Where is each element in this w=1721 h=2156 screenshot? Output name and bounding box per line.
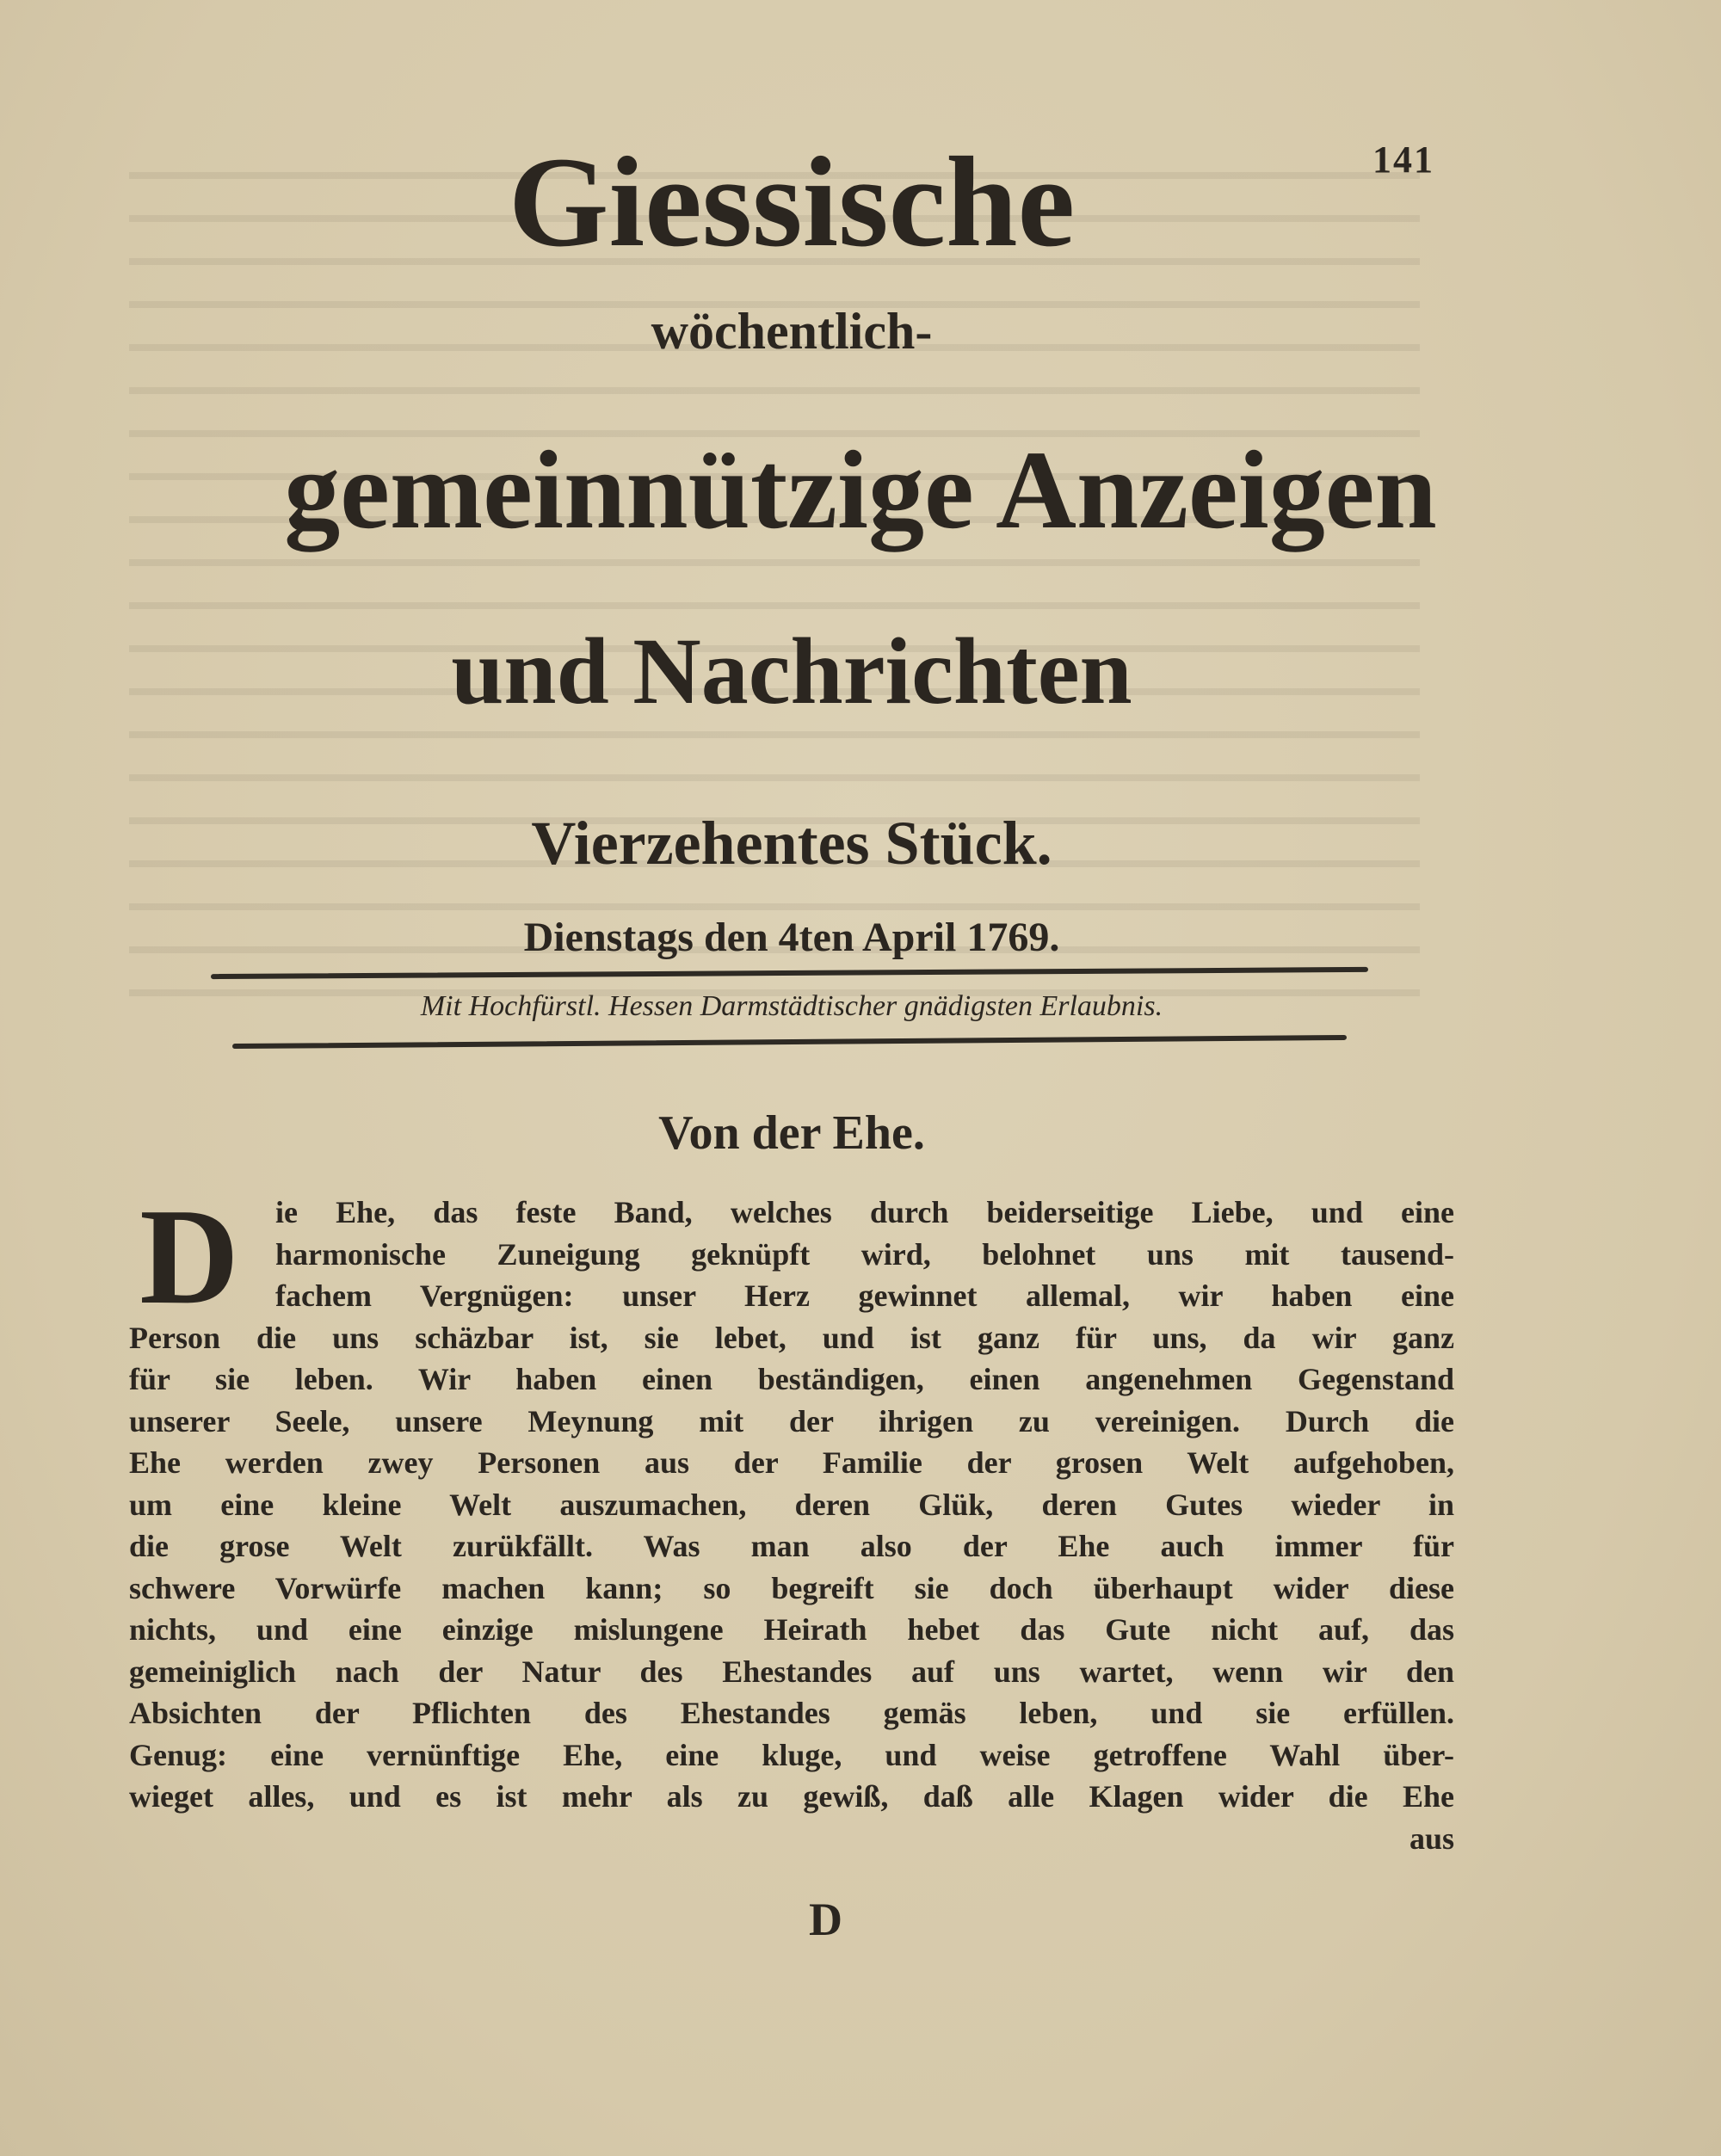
body-line: fachem Vergnügen: unser Herz gewinnet allemal, wir haben eine <box>275 1278 1454 1313</box>
body-line: unserer Seele, unsere Meynung mit der ihrigen zu vereinigen. Durch die <box>129 1403 1454 1438</box>
issue-number: Vierzehentes Stück. <box>531 809 1052 878</box>
body-line: ie Ehe, das feste Band, welches durch beiderseitige Liebe, und eine <box>275 1195 1454 1229</box>
body-line: harmonische Zuneigung geknüpft wird, belohnet uns mit tausend- <box>275 1236 1454 1272</box>
body-line: schwere Vorwürfe machen kann; so begreift sie doch überhaupt wider diese <box>129 1570 1454 1605</box>
article-body <box>129 1192 1454 1859</box>
permission-notice: Mit Hochfürstl. Hessen Darmstädtischer gnädigsten Erlaubnis. <box>420 990 1163 1022</box>
body-line: um eine kleine Welt auszumachen, deren Glük, deren Gutes wieder in <box>129 1487 1454 1522</box>
masthead-subtitle-1: wöchentlich- <box>651 303 933 360</box>
masthead-title: Giessische <box>508 131 1076 274</box>
page-number: 141 <box>1372 139 1434 181</box>
body-line: für sie leben. Wir haben einen beständigen, einen angenehmen Gegenstand <box>129 1362 1454 1396</box>
issue-date: Dienstags den 4ten April 1769. <box>523 915 1060 960</box>
body-line: nichts, und eine einzige mislungene Heirath hebet das Gute nicht auf, das <box>129 1612 1454 1647</box>
article-heading: Von der Ehe. <box>658 1106 925 1160</box>
body-line: wieget alles, und es ist mehr als zu gewiß, daß alle Klagen wider die Ehe <box>129 1779 1454 1814</box>
body-line: die grose Welt zurükfällt. Was man also der Ehe auch immer für <box>129 1529 1454 1563</box>
body-line: Absichten der Pflichten des Ehestandes gemäs leben, und sie erfüllen. <box>129 1696 1454 1730</box>
signature-mark: D <box>809 1894 842 1945</box>
body-line: gemeiniglich nach der Natur des Ehestandes auf uns wartet, wenn wir den <box>129 1654 1454 1689</box>
drop-cap: D <box>139 1180 239 1333</box>
body-line: Genug: eine vernünftige Ehe, eine kluge, und weise getroffene Wahl über- <box>129 1737 1454 1772</box>
body-line: Person die uns schäzbar ist, sie lebet, und ist ganz für uns, da wir ganz <box>129 1320 1454 1355</box>
masthead-subtitle-3: und Nachrichten <box>451 619 1132 724</box>
catchword: aus <box>1409 1820 1454 1856</box>
masthead-subtitle-2: gemeinnützige Anzeigen <box>284 428 1437 552</box>
body-line: Ehe werden zwey Personen aus der Familie der grosen Welt aufgehoben, <box>129 1445 1454 1480</box>
